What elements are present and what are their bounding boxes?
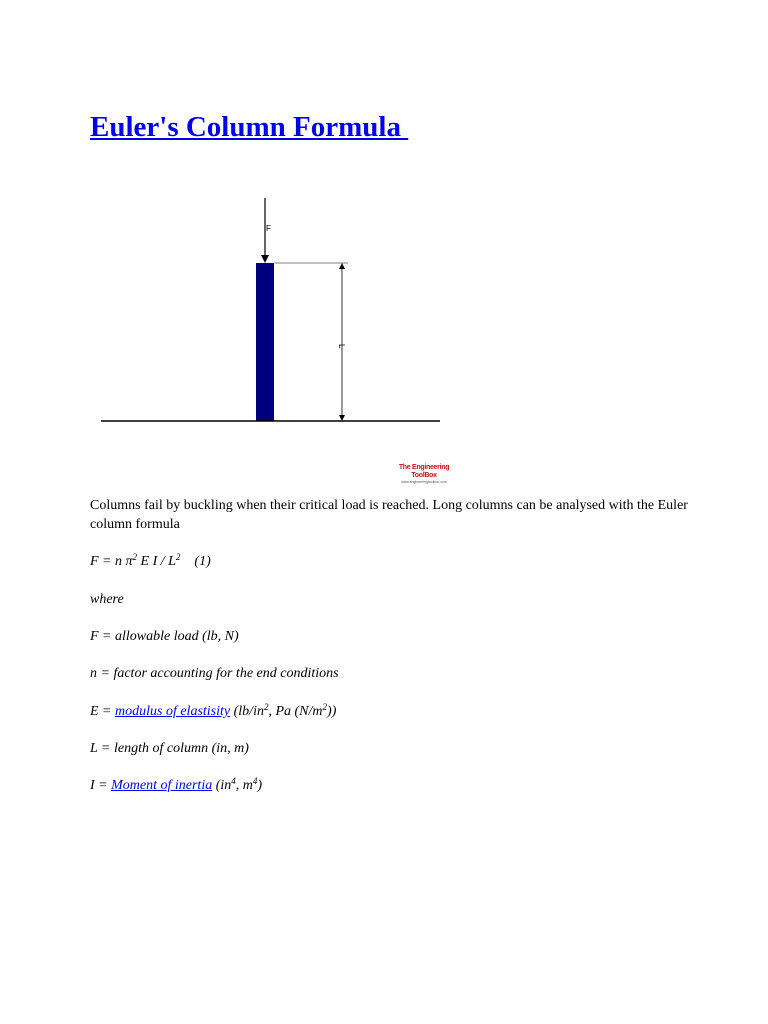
formula-exponent: 2 <box>132 552 138 562</box>
definition-units: , Pa (N/m <box>268 704 323 719</box>
dimension-arrow-bottom <box>339 415 345 421</box>
page-title[interactable]: Euler's Column Formula <box>90 111 409 143</box>
formula-reference: (1) <box>194 554 211 569</box>
units-exponent: 2 <box>322 702 328 712</box>
formula-mid: E I / L <box>137 554 176 569</box>
definition-units: (in <box>212 778 232 793</box>
definition-length: L = length of column (in, m) <box>90 741 249 756</box>
engineering-toolbox-logo <box>389 464 459 484</box>
formula-lhs: F = n π <box>90 554 133 569</box>
column <box>256 263 274 421</box>
where-label: where <box>90 592 124 607</box>
moment-of-inertia-link[interactable]: Moment of inertia <box>111 778 213 793</box>
definition-prefix: E = <box>90 704 115 719</box>
force-arrow-head <box>261 255 269 263</box>
definition-units: (lb/in <box>230 704 264 719</box>
units-exponent: 4 <box>252 776 258 786</box>
definition-units: ) <box>257 778 263 793</box>
definition-moment <box>90 776 262 795</box>
units-exponent: 4 <box>231 776 236 786</box>
length-label: L <box>337 344 346 349</box>
definition-force: F = allowable load (lb, N) <box>90 629 239 644</box>
intro-paragraph: Columns fail by buckling when their critical load is reached. Long columns can be analysed with the Euler column formula <box>90 498 688 532</box>
definition-modulus <box>90 702 336 721</box>
brand-url: www.engineeringtoolbox.com <box>401 480 447 484</box>
column-diagram <box>96 194 446 429</box>
force-label: F <box>266 224 271 233</box>
formula-exponent: 2 <box>175 552 181 562</box>
definition-prefix: I = <box>90 778 112 793</box>
definition-units: )) <box>327 704 337 719</box>
definition-end-factor: n = factor accounting for the end conditions <box>90 666 339 681</box>
definition-units: , m <box>235 778 253 793</box>
modulus-of-elasticity-link[interactable]: modulus of elastisity <box>115 704 231 719</box>
euler-formula <box>90 552 211 571</box>
dimension-arrow-top <box>339 263 345 269</box>
brand-name: The Engineering ToolBox <box>398 464 450 479</box>
units-exponent: 2 <box>263 702 269 712</box>
